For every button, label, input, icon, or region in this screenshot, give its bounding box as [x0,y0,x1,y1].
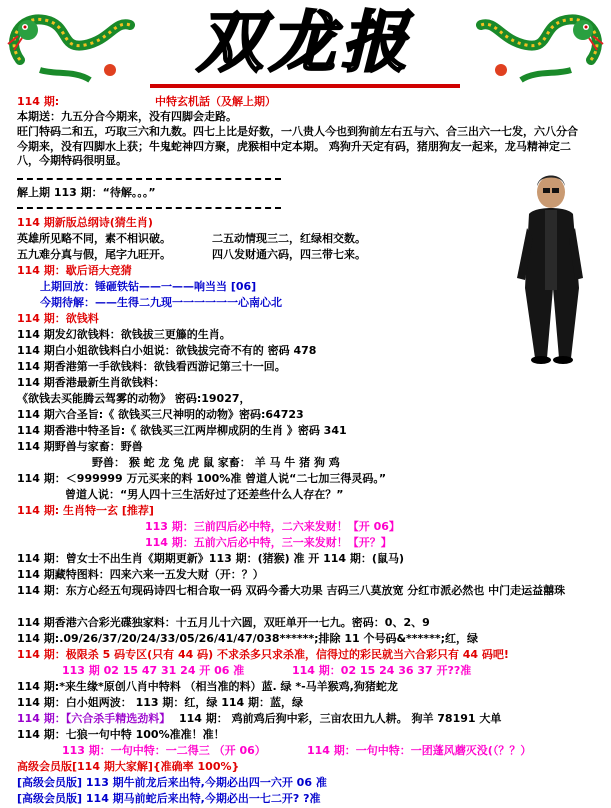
poem-line [17,232,366,247]
yuqian-row: 114 期香港中特圣旨:《 欲钱买三江两岸柳成阴的生肖 》密码 341 [17,424,347,437]
yuqian-row: 野兽： 猴 蛇 龙 兔 虎 鼠 家畜： 羊 马 牛 猪 狗 鸡 [92,456,340,469]
poem-l1a: 英雄所见略不同，素不相识破。 [17,232,171,245]
divider [17,207,281,209]
misc-row: 114 期：东方心经五句现码诗四七相合取一码 双码今番大功果 吉码三八莫放宽 分红市派必然也 中门走运益囍珠 [17,584,566,597]
misc-r10b: 114 期： 鸡前鸡后狗中彩，三亩农田九人耕。 狗羊 78191 大单 [179,712,502,725]
shengxiao-line2: 114 期：五前六后必中特，三一来发财！【开？】 [145,536,392,549]
misc-r7b: 114 期：02 15 24 36 37 开??准 [292,664,472,677]
summary-answer: 解上期 113 期：“待解。。。” [17,186,156,199]
summary-line1: 本期送：九五分合今期来，没有四脚会走路。 [17,110,237,123]
masthead [0,0,611,92]
summary-header [17,95,276,110]
misc-row [17,712,502,727]
divider [17,178,281,180]
portrait-photo [515,168,585,364]
vip-line: [高级会员版] 114 期马前蛇后来出特,今期必出一七二开? ?准 [17,792,321,805]
yuqian-row: 114 期野兽与家畜：野兽 [17,440,143,453]
yuqian-row: 114 期香港最新生肖欲钱料： [17,376,165,389]
misc-row: 114 期：七狼一句中特 100%准准！准！ [17,728,225,741]
yuqian-row: 114 期：＜999999 万元买来的料 100%准 曾道人说“二七加三得灵码。” [17,472,387,485]
misc-row: 114 期:*来生缘*原创八肖中特料 （相当准的料）蓝. 绿 *-马羊猴鸡,狗猪蛇龙 [17,680,398,693]
misc-r6: 114 期：极限杀 5 码专区(只有 44 码) 不求杀多只求杀准，信得过的彩民就当六合彩只有 44 码吧! [17,648,509,661]
misc-row: 114 期：曾女士不出生肖《期期更新》113 期：(猪猴) 准 开 114 期：(鼠马) [17,552,404,565]
poem-heading: 114 期新版总纲诗(猜生肖) [17,216,153,229]
summary-heading: 中特玄机話（及解上期） [155,95,276,108]
yuqian-row: 《欲钱去买能腾云驾雾的动物》 密码:19027， [17,392,251,405]
vip-line: [高级会员版] 113 期牛前龙后来出特,今期必出四一六开 06 准 [17,776,327,789]
yuqian-row: 114 期白小姐欲钱料白小姐说：欲钱拔完奇不有的 密码 478 [17,344,317,357]
dragon-left-icon [0,0,140,90]
summary-paragraph: 旺门特码二和五，巧取三六和九数。四七上比是好数，一八贵人今也到狗前左右五与六、合三出六一七发，六八分合今期来，没有四脚水上获；牛鬼蛇神四方聚，虎猴相中定本期。 鸡狗升天定有码，猪朋狗友一起来，龙马精神定二八，今期特码很明显。 [17,125,578,168]
bottom-row [17,744,532,759]
misc-row [17,664,472,679]
xiehouyu-prev: 上期回放：锤砸铁钻——一——响当当 [06] [40,280,257,293]
poem-l2b: 四八发财通六码，四三带七来。 [212,248,366,261]
misc-r10a: 114 期：【六合杀手精选劲料】 [17,712,171,725]
misc-row: 114 期藏特图料：四来六来一五发大财（开：？） [17,568,264,581]
masthead-underline [150,84,460,88]
misc-row [17,648,509,663]
xiehouyu-today: 今期待解：——生得二九现一一一一一一心南心北 [40,296,282,309]
yuqian-row: 114 期香港第一手欲钱料：欲钱看西游记第三十一回。 [17,360,286,373]
poem-l2a: 五九难分真与假，尾字九旺开。 [17,248,171,261]
misc-r7a: 113 期 02 15 47 31 24 开 06 准 [62,664,245,677]
xiehouyu-heading: 114 期：歇后语大竞猜 [17,264,132,277]
misc-row: 114 期:.09/26/37/20/24/33/05/26/41/47/038******;排除 11 个号码&******;红，绿 [17,632,478,645]
yuqian-row: 114 期发幻欲钱料：欲钱拔三更籐的生肖。 [17,328,231,341]
yuqian-row: 曾道人说：“男人四十三生活好过了还差些什么人存在？” [65,488,344,501]
yuqian-heading: 114 期：欲钱料 [17,312,99,325]
poem-line [17,248,366,263]
bottom-left: 113 期：一句中特：一二得三 （开 06） [62,744,266,757]
shengxiao-heading: 114 期: 生肖特一玄 [推荐] [17,504,154,517]
yuqian-row: 114 期六合圣旨:《 欲钱买三尺神明的动物》密码:64723 [17,408,304,421]
vip-heading: 高级会员版[114 期大家解]{准确率 100%} [17,760,240,773]
summary-period: 114 期: [17,95,60,108]
shengxiao-line1: 113 期：三前四后必中特，二六来发财！【开 06】 [145,520,400,533]
masthead-title: 双龙报 [197,3,413,81]
misc-row: 114 期香港六合彩光碟独家料：十五月儿十六圆，双旺单开一七九。密码：0、2、9 [17,616,430,629]
bottom-right: 114 期：一句中特：一团蓬风蘑灭没(（？？） [307,744,532,757]
poem-l1b: 二五动情现三二，红绿相交数。 [212,232,366,245]
dragon-right-icon [471,0,611,90]
misc-row: 114 期：白小姐两波： 113 期：红，绿 114 期：蓝，绿 [17,696,304,709]
